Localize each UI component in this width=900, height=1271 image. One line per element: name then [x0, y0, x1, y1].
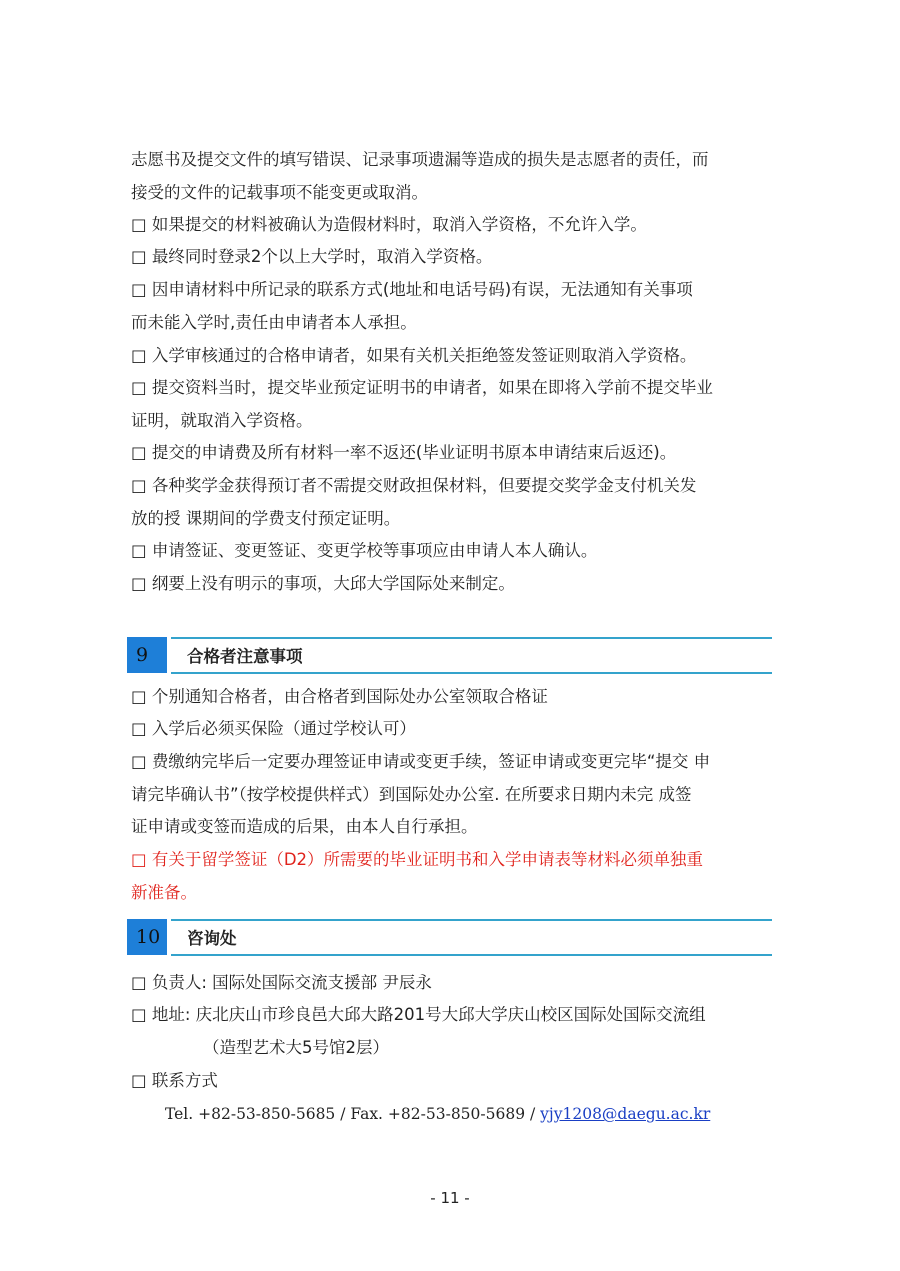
email-link[interactable]: yjy1208@daegu.ac.kr [540, 1105, 711, 1123]
page-number: - 11 - [430, 1189, 470, 1207]
notice-item: □ 申请签证、变更签证、变更学校等事项应由申请人本人确认。 [131, 541, 598, 560]
notice-item: □ 纲要上没有明示的事项，大邱大学国际处来制定。 [131, 574, 515, 593]
section-rule-top [171, 637, 772, 639]
notice-item-continued: 而未能入学时,责任由申请者本人承担。 [131, 313, 417, 332]
contact-method-label: □ 联系方式 [131, 1071, 218, 1090]
paragraph-line: 接受的文件的记载事项不能变更或取消。 [131, 183, 428, 202]
section-9-item: □ 费缴纳完毕后一定要办理签证申请或变更手续，签证申请或变更完毕“提交 申 [131, 752, 711, 771]
notice-item: □ 入学审核通过的合格申请者，如果有关机关拒绝签发签证则取消入学资格。 [131, 346, 697, 365]
section-9-item-continued: 请完毕确认书”（按学校提供样式）到国际处办公室. 在所要求日期内未完 成签 [131, 785, 692, 804]
section-10-header [127, 919, 772, 957]
notice-item: □ 提交资料当时，提交毕业预定证明书的申请者，如果在即将入学前不提交毕业 [131, 378, 713, 397]
contact-address: □ 地址: 庆北庆山市珍良邑大邱大路201号大邱大学庆山校区国际处国际交流组 [131, 1005, 706, 1024]
section-rule-bottom [171, 954, 772, 956]
notice-item: □ 如果提交的材料被确认为造假材料时，取消入学资格，不允许入学。 [131, 215, 647, 234]
notice-item: □ 提交的申请费及所有材料一率不返还(毕业证明书原本申请结束后返还)。 [131, 443, 677, 462]
section-9-item-continued: 证申请或变签而造成的后果，由本人自行承担。 [131, 817, 478, 836]
section-9-number: 9 [127, 637, 167, 673]
section-9-item: □ 入学后必须买保险（通过学校认可） [131, 719, 416, 738]
contact-phone-fax [165, 1103, 710, 1125]
section-rule-top [171, 919, 772, 921]
section-9-warning-continued: 新准备。 [131, 883, 197, 902]
section-10-number: 10 [127, 919, 167, 955]
contact-manager: □ 负责人: 国际处国际交流支援部 尹辰永 [131, 973, 432, 992]
notice-item-continued: 放的授 课期间的学费支付预定证明。 [131, 509, 401, 528]
section-9-title: 合格者注意事项 [187, 647, 303, 666]
contact-address-detail: （造型艺术大5号馆2层） [203, 1038, 389, 1057]
section-9-warning: □ 有关于留学签证（D2）所需要的毕业证明书和入学申请表等材料必须单独重 [131, 850, 704, 869]
section-9-item: □ 个别通知合格者，由合格者到国际处办公室领取合格证 [131, 687, 548, 706]
contact-tel-fax-text: Tel. +82-53-850-5685 / Fax. +82-53-850-5689 / [165, 1105, 541, 1123]
section-rule-bottom [171, 672, 772, 674]
notice-item: □ 各种奖学金获得预订者不需提交财政担保材料，但要提交奖学金支付机关发 [131, 476, 697, 495]
paragraph-line: 志愿书及提交文件的填写错误、记录事项遗漏等造成的损失是志愿者的责任，而 [131, 150, 709, 169]
notice-item-continued: 证明，就取消入学资格。 [131, 411, 313, 430]
notice-item: □ 最终同时登录2个以上大学时，取消入学资格。 [131, 247, 493, 266]
section-10-title: 咨询处 [187, 929, 237, 948]
section-9-header [127, 637, 772, 675]
notice-item: □ 因申请材料中所记录的联系方式(地址和电话号码)有误，无法通知有关事项 [131, 280, 693, 299]
